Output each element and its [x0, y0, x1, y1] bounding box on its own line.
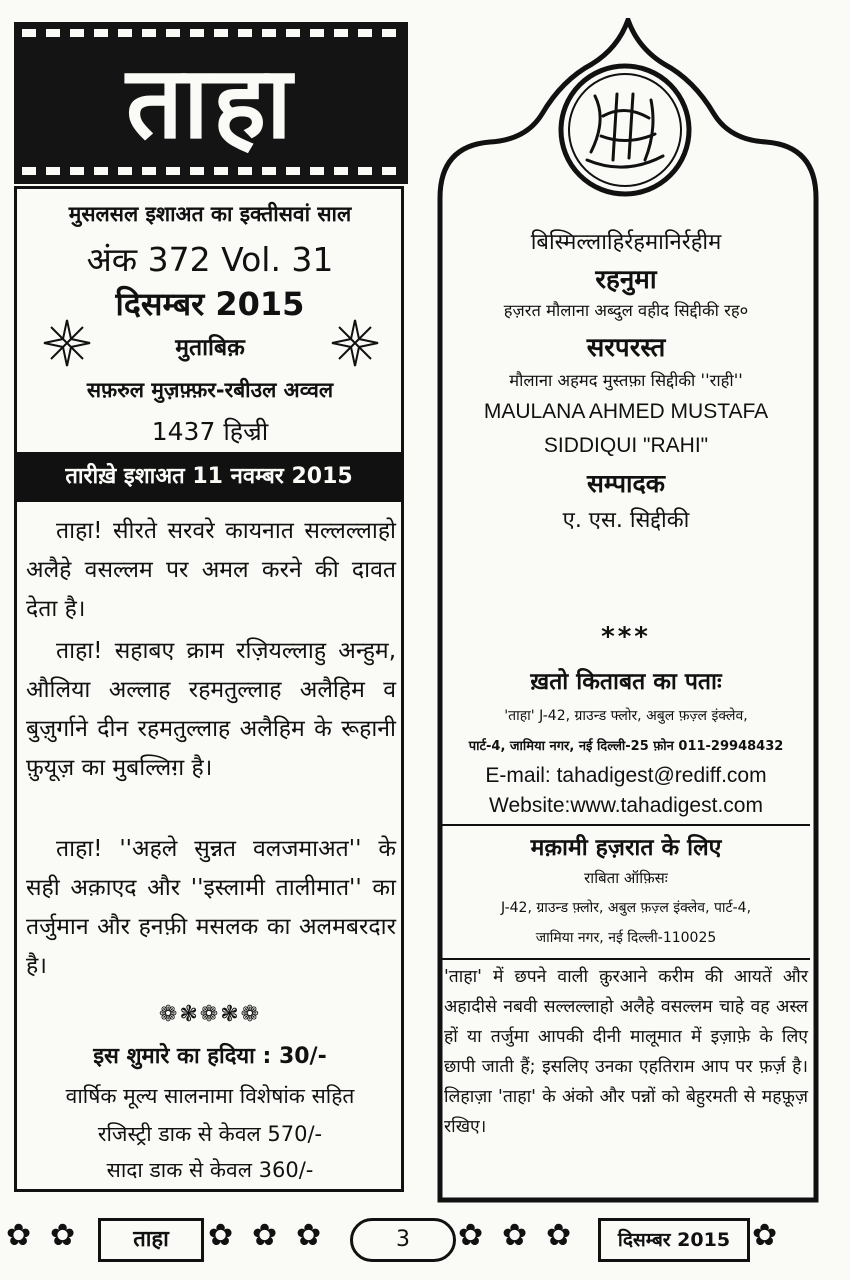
section-divider [440, 824, 810, 826]
film-perforation [382, 167, 396, 175]
local-heading: मक़ामी हज़रात के लिए [530, 835, 722, 861]
contact-website: Website:www.tahadigest.com [489, 794, 763, 817]
flower-icon: ✿ [546, 1218, 572, 1253]
film-perforation [70, 29, 84, 37]
film-perforation [22, 29, 36, 37]
sarparast-name-english-1: MAULANA AHMED MUSTAFA [483, 400, 769, 423]
page-footer [0, 1216, 850, 1266]
annual-price-note: वार्षिक मूल्य सालनामा विशेषांक सहित [65, 1084, 355, 1108]
registered-post-price: रजिस्ट्री डाक से केवल 570/- [97, 1122, 323, 1146]
hijri-year: 1437 हिज्री [151, 417, 269, 446]
flower-icon: ✿ [208, 1218, 234, 1253]
footer-date: दिसम्बर 2015 [598, 1218, 750, 1262]
film-perforation [214, 29, 228, 37]
hijri-months: सफ़रुल मुज़फ़्फ़र-रबीउल अव्वल [86, 378, 334, 402]
flower-icon: ✿ [502, 1218, 528, 1253]
rehnuma-label: रहनुमा [595, 265, 657, 295]
film-perforation [238, 29, 252, 37]
sarparast-name-english-2: SIDDIQUI "RAHI" [543, 434, 709, 457]
local-office-label: राबिता ऑफ़िसः [584, 869, 668, 887]
respect-notice: 'ताहा' में छपने वाली क़ुरआने करीम की आयतें और अहादीसे नबवी सल्लल्लाहो अलैहे वसल्लम चाहे वह अस्ल हों या तर्जुमा आपकी दीनी मालूमात में इज़ाफ़े के लिए छापी जाती हैं; इसलिए उनका एहतिराम आप पर फ़र्ज़ है। लिहाज़ा 'ताहा' के अंको और पन्नों को बेहुरमती से महफ़ूज़ रखिए। [444, 967, 808, 1137]
film-perforations-bottom [14, 166, 408, 176]
issue-number: अंक 372 Vol. 31 [86, 240, 334, 279]
film-perforation [310, 29, 324, 37]
contact-heading: ख़तो किताबत का पताः [530, 669, 722, 695]
section-divider [440, 958, 810, 960]
rehnuma-name: हज़रत मौलाना अब्दुल वहीद सिद्दीकी रह० [503, 301, 749, 320]
masthead-title: ताहा [126, 44, 296, 161]
film-perforation [46, 167, 60, 175]
calligraphy-seal-icon [555, 60, 695, 200]
publish-date-band: तारीख़े इशाअत 11 नवम्बर 2015 [14, 452, 404, 502]
film-perforation [358, 29, 372, 37]
contact-address-2: पार्ट-4, जामिया नगर, नई दिल्ली-25 फ़ोन 011-29948432 [468, 739, 784, 754]
film-perforation [190, 29, 204, 37]
film-perforation [382, 29, 396, 37]
film-perforation [238, 167, 252, 175]
local-address-2: जामिया नगर, नई दिल्ली-110025 [535, 930, 717, 946]
issue-tagline: मुसलसल इशाअत का इक्तीसवां साल [68, 202, 352, 226]
film-perforation [358, 167, 372, 175]
stars-divider: *** [601, 622, 651, 652]
flower-icon: ✿ [50, 1218, 76, 1253]
flower-icon: ✿ [252, 1218, 278, 1253]
film-perforations-top [14, 28, 408, 38]
film-perforation [310, 167, 324, 175]
film-perforation [46, 29, 60, 37]
page-number: 3 [350, 1218, 456, 1262]
film-perforation [142, 29, 156, 37]
contact-address-1: 'ताहा' J-42, ग्राउन्ड फ्लोर, अबुल फ़ज़्ल इंक्लेव, [504, 708, 748, 724]
flower-icon: ✿ [458, 1218, 484, 1253]
local-address-1: J-42, ग्राउन्ड फ़्लोर, अबुल फ़ज़्ल इंक्लेव, पार्ट-4, [500, 900, 752, 916]
film-perforation [166, 167, 180, 175]
editor-label: सम्पादक [586, 469, 666, 498]
film-perforation [166, 29, 180, 37]
single-issue-price: इस शुमारे का हदिया : 30/- [93, 1044, 327, 1069]
film-perforation [118, 167, 132, 175]
film-perforation [334, 167, 348, 175]
contact-email: E-mail: tahadigest@rediff.com [485, 764, 767, 787]
sarparast-label: सरपरस्त [586, 333, 666, 363]
film-perforation [334, 29, 348, 37]
about-paragraph-2: ताहा! सहाबए क्राम रज़ियल्लाहु अन्हुम, औलिया अल्लाह रहमतुल्लाह अलैहिम व बुज़ुर्गाने दीन रहमतुल्लाह अलैहिम के रूहानी फ़ुयूज़ का मुबल्लिग़ है। [26, 638, 396, 781]
flower-icon: ✿ [752, 1218, 778, 1253]
editor-name: ए. एस. सिद्दीकी [562, 508, 690, 533]
film-perforation [22, 167, 36, 175]
film-perforation [286, 167, 300, 175]
about-paragraph-3: ताहा! ''अहले सुन्नत वलजमाअत'' के सही अक़ाएद और ''इस्लामी तालीमात'' का तर्जुमान और हनफ़ी मसलक का अलमबरदार है। [26, 836, 396, 979]
about-paragraph-1: ताहा! सीरते सरवरे कायनात सल्लल्लाहो अलैहे वसल्लम पर अमल करने की दावत देता है। [26, 518, 396, 622]
film-perforation [94, 167, 108, 175]
film-perforation [214, 167, 228, 175]
film-perforation [94, 29, 108, 37]
bismillah-text: बिस्मिल्लाहिर्रहमानिर्रहीम [530, 230, 722, 255]
film-perforation [262, 29, 276, 37]
mutabiq-label: मुताबिक़ [175, 335, 245, 361]
flower-icon: ✿ [6, 1218, 32, 1253]
flower-ornament: ❁❃❁❃❁ [158, 1002, 262, 1027]
film-perforation [70, 167, 84, 175]
flower-icon: ✿ [296, 1218, 322, 1253]
film-perforation [262, 167, 276, 175]
issue-month: दिसम्बर 2015 [115, 285, 305, 323]
ordinary-post-price: सादा डाक से केवल 360/- [106, 1158, 314, 1182]
footer-title: ताहा [98, 1218, 204, 1262]
sarparast-name-hindi: मौलाना अहमद मुस्तफ़ा सिद्दीकी ''राही'' [509, 371, 743, 390]
film-perforation [286, 29, 300, 37]
film-perforation [190, 167, 204, 175]
film-perforation [118, 29, 132, 37]
film-perforation [142, 167, 156, 175]
